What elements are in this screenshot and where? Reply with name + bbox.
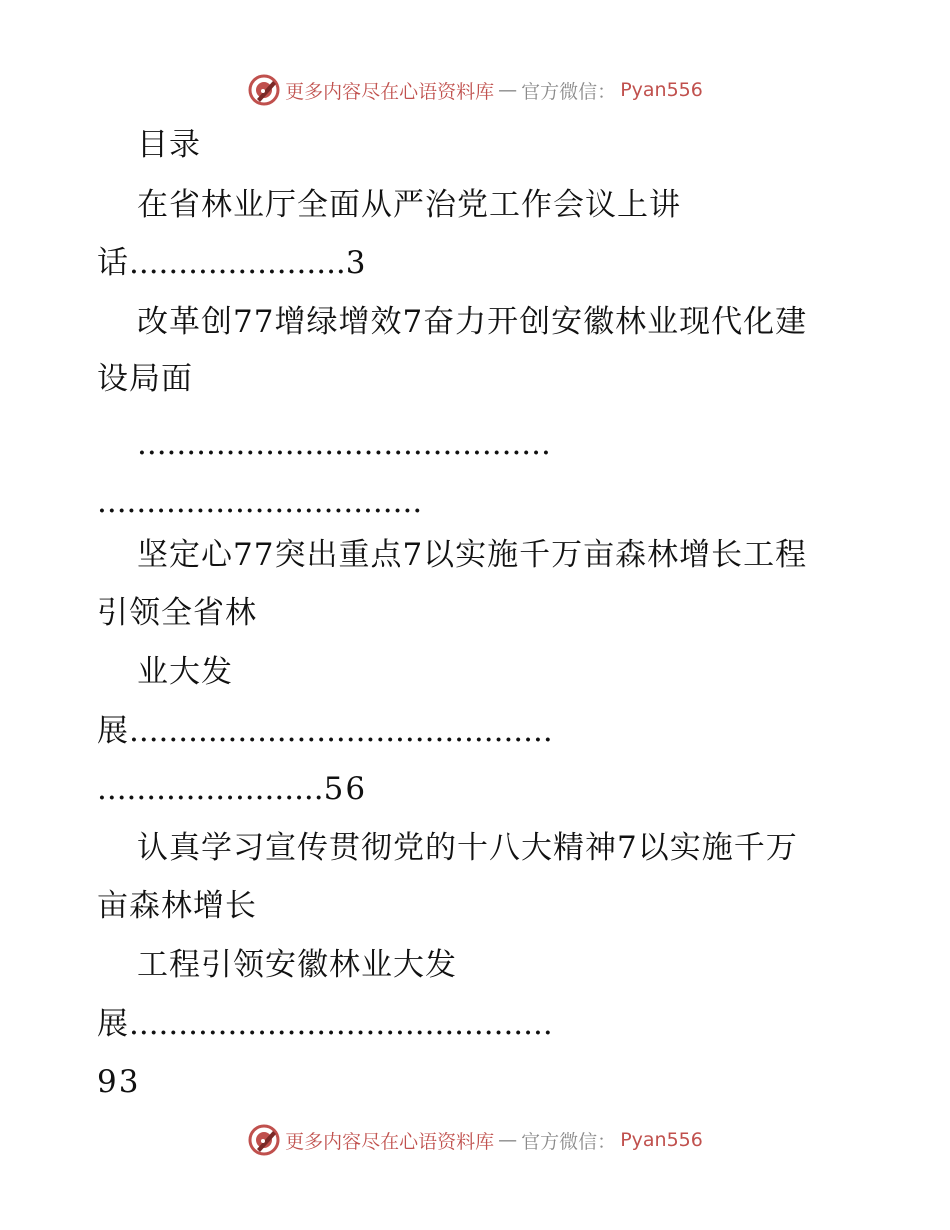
toc-entry-3-line-3: 业大发 [137, 654, 233, 690]
watermark-official: 官方微信： [521, 80, 617, 103]
toc-entry-3-word: 展 [97, 713, 129, 749]
watermark-wechat: Pyan556 [620, 1129, 703, 1151]
toc-entry-1-word: 话 [97, 245, 129, 281]
toc-entry-4-line-3: 工程引领安徽林业大发 [137, 947, 457, 983]
toc-entry-4-dots: ........................................... [129, 1006, 553, 1042]
footer-watermark [0, 1120, 950, 1160]
watermark-wechat: Pyan556 [620, 79, 703, 101]
watermark-official: 官方微信： [521, 1130, 617, 1153]
toc-entry-3-page: 56 [323, 771, 368, 807]
toc-entry-2-dots-1: .......................................... [137, 426, 551, 462]
toc-entry-4-line-4 [97, 1004, 553, 1044]
toc-entry-2-line-1: 改革创77增绿增效7奋力开创安徽林业现代化建 [137, 304, 808, 340]
toc-entry-4-line-2: 亩森林增长 [97, 888, 257, 924]
pen-logo-icon [247, 1123, 281, 1157]
toc-entry-3-dots-1: ........................................... [129, 713, 553, 749]
header-watermark [0, 70, 950, 110]
watermark-dash: — [498, 1129, 518, 1151]
toc-title: 目录 [137, 127, 201, 163]
watermark-dash: — [498, 79, 518, 101]
toc-entry-1-line-1: 在省林业厅全面从严治党工作会议上讲 [137, 187, 681, 223]
toc-entry-4-page: 93 [97, 1064, 141, 1100]
pen-logo-icon [247, 73, 281, 107]
toc-entry-2-line-2: 设局面 [97, 361, 193, 397]
toc-entry-1-page: 3 [345, 245, 368, 281]
toc-entry-1-line-2 [97, 243, 368, 283]
toc-entry-4-line-1: 认真学习宣传贯彻党的十八大精神7以实施千万 [137, 830, 798, 866]
toc-entry-3-dots-2: ....................... [97, 771, 324, 807]
toc-entry-4-word: 展 [97, 1006, 129, 1042]
toc-entry-3-line-5 [97, 769, 367, 809]
toc-entry-3-line-4 [97, 711, 553, 751]
toc-entry-3-line-2: 引领全省林 [97, 595, 257, 631]
toc-entry-1-dots: ...................... [129, 245, 346, 281]
watermark-text: 更多内容尽在心语资料库 [285, 80, 495, 103]
toc-entry-3-line-1: 坚定心77突出重点7以实施千万亩森林增长工程 [137, 537, 808, 573]
toc-entry-2-dots-2: ................................. [97, 484, 423, 520]
watermark-text: 更多内容尽在心语资料库 [285, 1130, 495, 1153]
